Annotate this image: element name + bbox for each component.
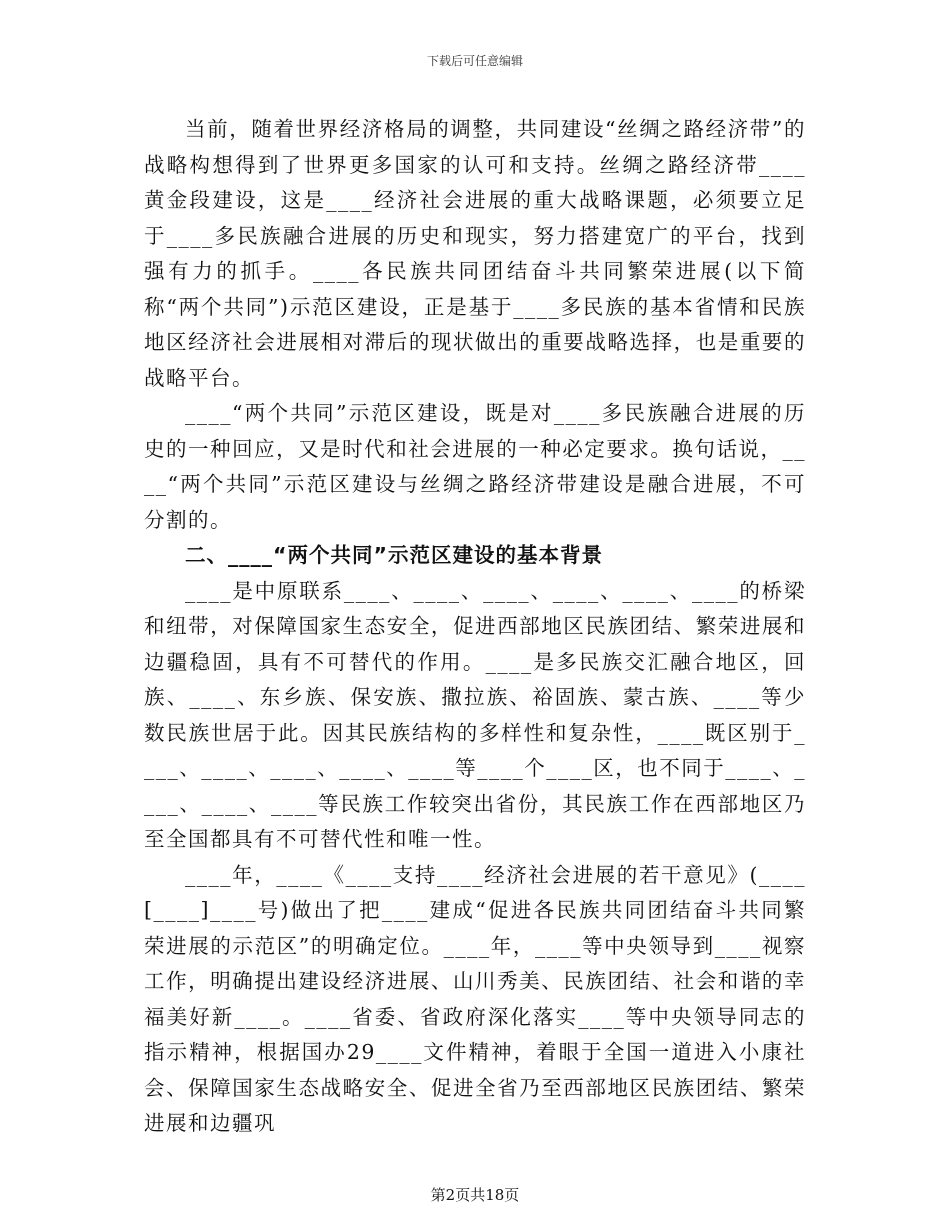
document-body	[144, 112, 806, 1142]
body-paragraph: ____年，____《____支持____经济社会进展的若干意见》(____[____]____号)做出了把____建成“促进各民族共同团结奋斗共同繁荣进展的示范区”的明确定位。____年，____等中央领导到____视察工作，明确提出建设经济进展、山川秀美、民族团结、社会和谐的幸福美好新____。____省委、省政府深化落实____等中央领导同志的指示精神，根据国办29____文件精神，着眼于全国一道进入小康社会、保障国家生态战略安全、促进全省乃至西部地区民族团结、繁荣进展和边疆巩	[144, 862, 806, 1135]
page-footer: 第2页共18页	[430, 1186, 520, 1204]
body-paragraph: ____是中原联系____、____、____、____、____、____的桥梁和纽带，对保障国家生态安全，促进西部地区民族团结、繁荣进展和边疆稳固，具有不可替代的作用。____是多民族交汇融合地区，回族、____、东乡族、保安族、撒拉族、裕固族、蒙古族、____等少数民族世居于此。因其民族结构的多样性和复杂性，____既区别于____、____、____、____、____等____个____区，也不同于____、____、____、____等民族工作较突出省份，其民族工作在西部地区乃至全国都具有不可替代性和唯一性。	[144, 578, 806, 851]
page-header: 下载后可任意编辑	[426, 54, 523, 68]
body-paragraph: 当前，随着世界经济格局的调整，共同建设“丝绸之路经济带”的战略构想得到了世界更多国家的认可和支持。丝绸之路经济带____黄金段建设，这是____经济社会进展的重大战略课题，必须要立足于____多民族融合进展的历史和现实，努力搭建宽广的平台，找到强有力的抓手。____各民族共同团结奋斗共同繁荣进展(以下简称“两个共同”)示范区建设，正是基于____多民族的基本省情和民族地区经济社会进展相对滞后的现状做出的重要战略选择，也是重要的战略平台。	[144, 117, 806, 390]
section-heading: 二、____“两个共同”示范区建设的基本背景	[185, 543, 603, 567]
body-paragraph: ____“两个共同”示范区建设，既是对____多民族融合进展的历史的一种回应，又是时代和社会进展的一种必定要求。换句话说，____“两个共同”示范区建设与丝绸之路经济带建设是融合进展，不可分割的。	[144, 401, 806, 532]
